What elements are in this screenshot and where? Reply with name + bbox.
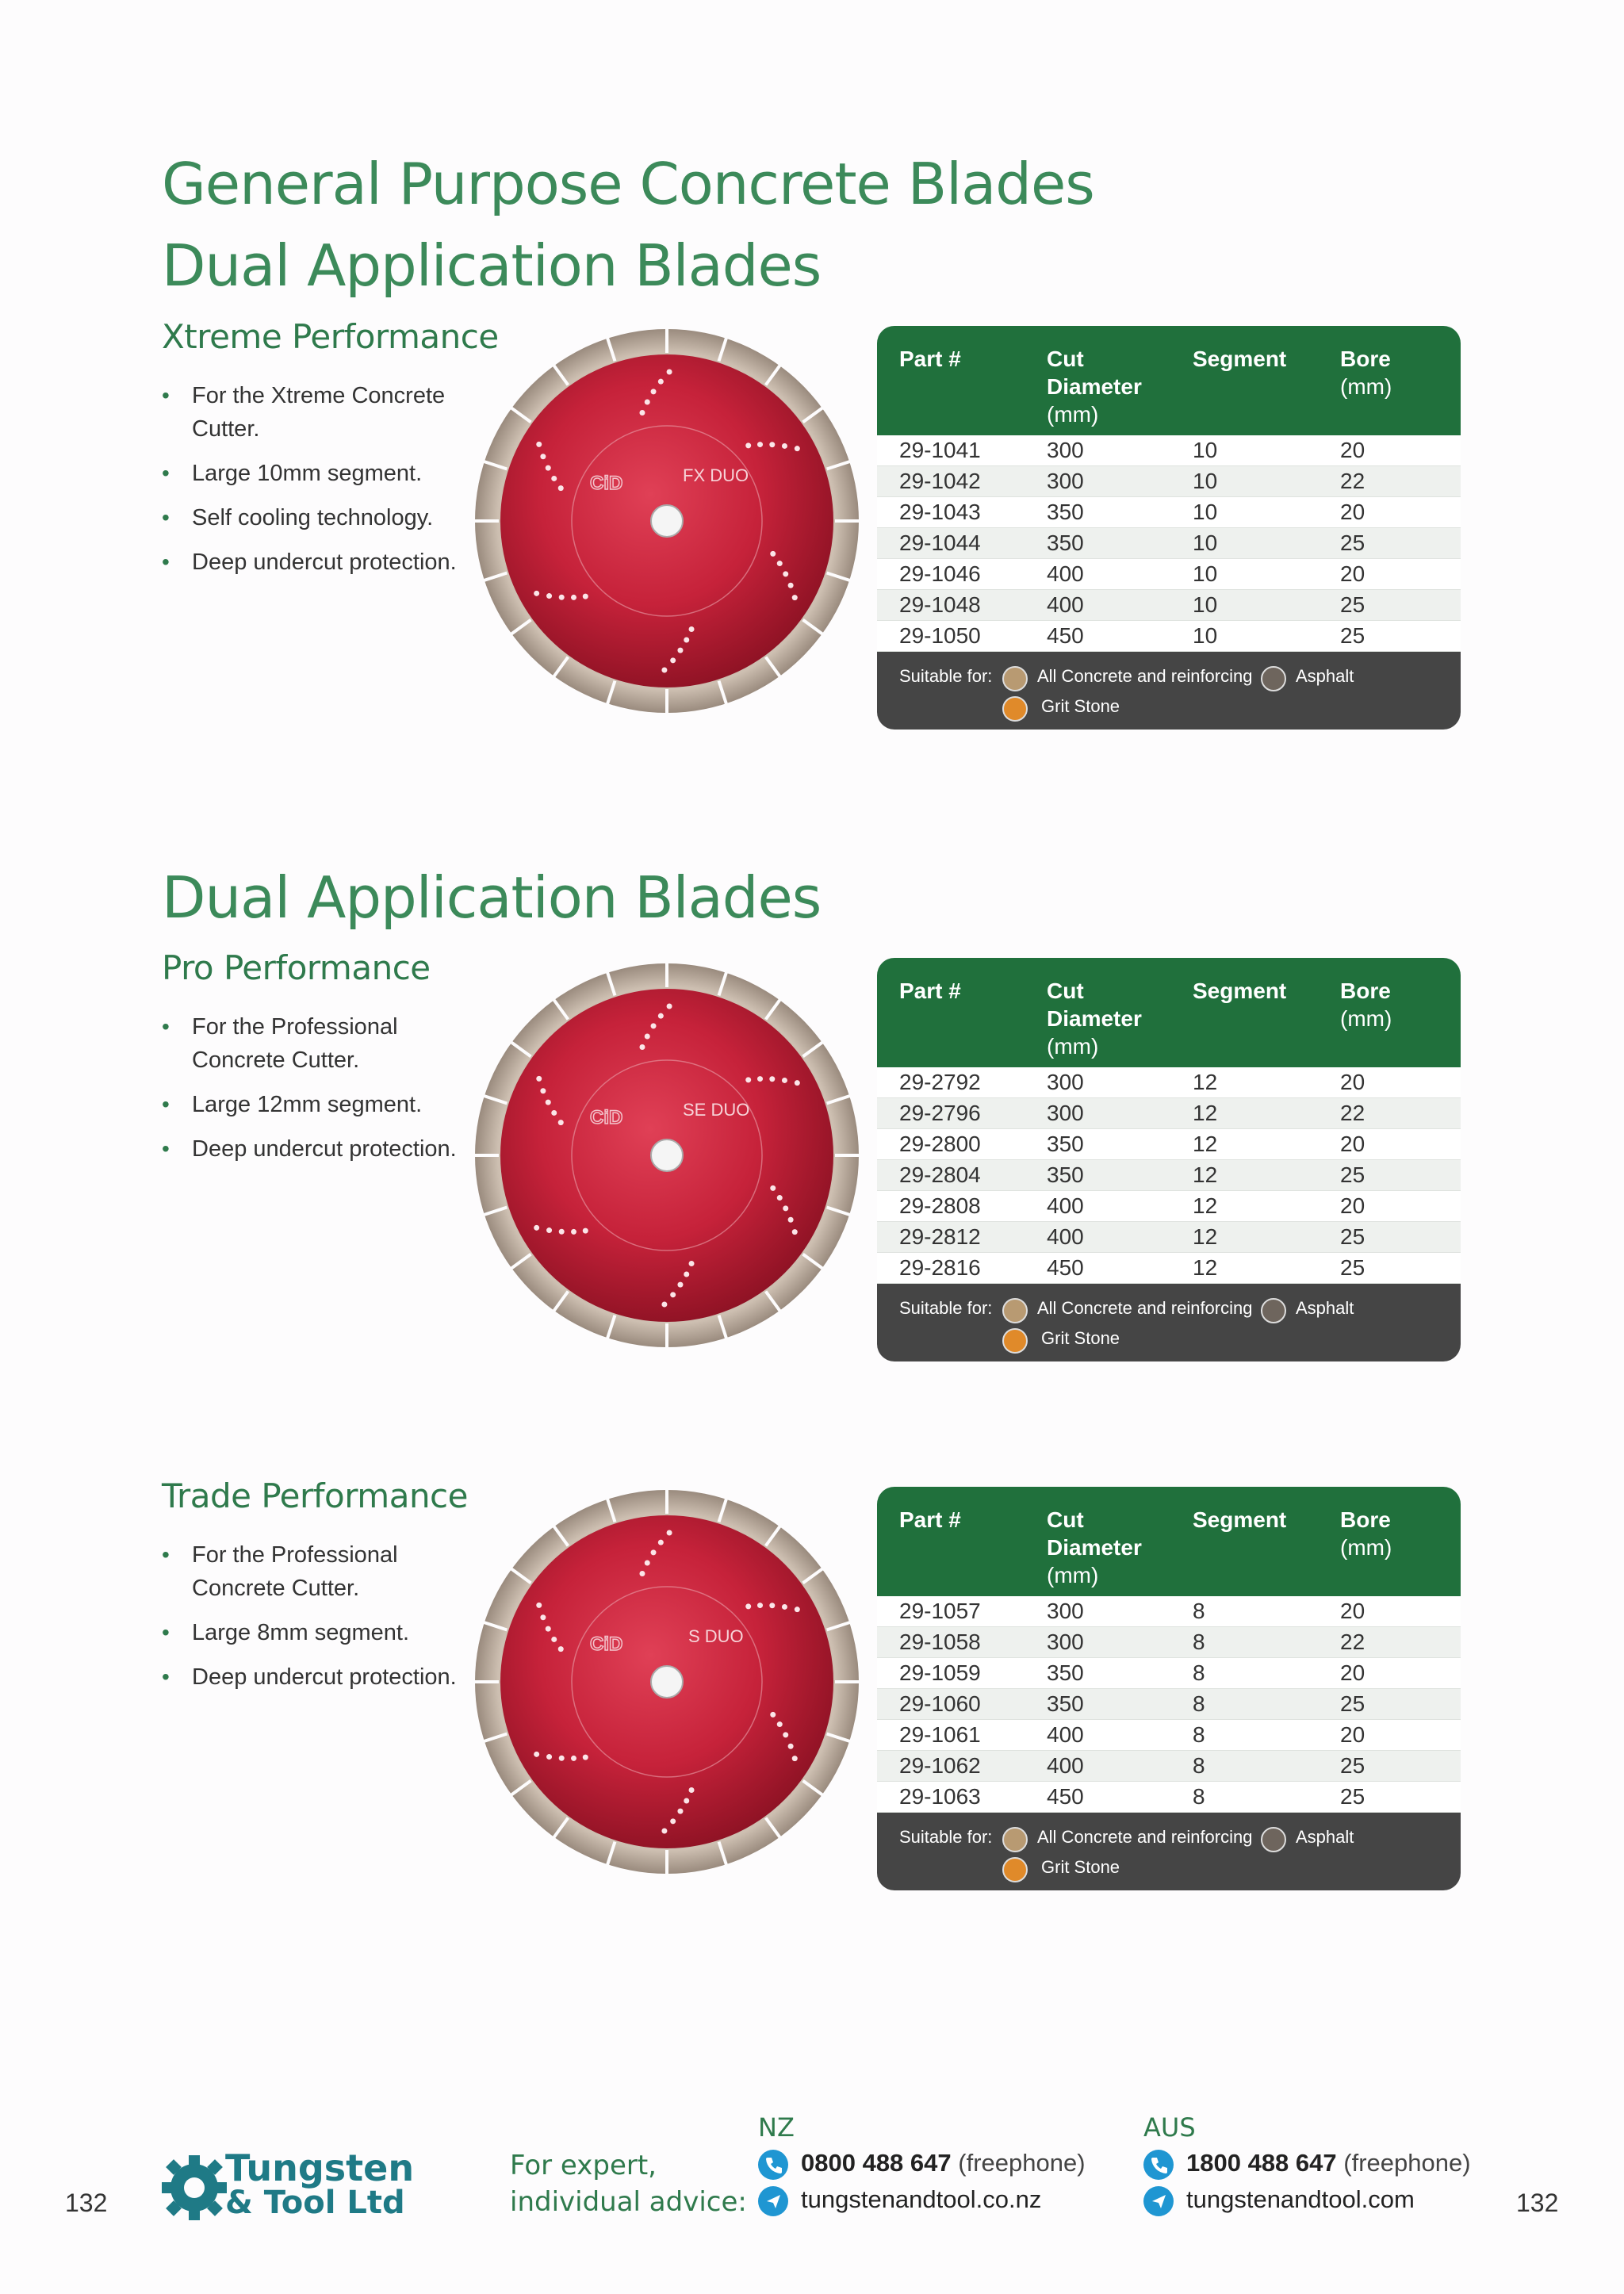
table-row <box>877 1782 1461 1813</box>
segment-cell: 10 <box>1193 500 1218 524</box>
col-cut: Cut <box>1047 1507 1084 1532</box>
bore-cell: 25 <box>1340 1691 1365 1716</box>
cut-diameter-cell: 300 <box>1047 1599 1084 1623</box>
part-number-cell: 29-2808 <box>899 1193 981 1218</box>
part-number-cell: 29-1058 <box>899 1630 981 1654</box>
feature-list <box>162 1010 479 1177</box>
segment-cell: 10 <box>1193 592 1218 617</box>
part-number-cell: 29-1060 <box>899 1691 981 1716</box>
aus-website-link[interactable]: tungstenandtool.com <box>1186 2185 1415 2213</box>
table-row <box>877 1253 1461 1284</box>
page-number-right: 132 <box>1516 2189 1559 2217</box>
feature-list <box>162 379 479 590</box>
blade-image <box>473 961 861 1350</box>
table-row <box>877 1751 1461 1782</box>
cut-diameter-cell: 400 <box>1047 1722 1084 1747</box>
aus-phone-number: 1800 488 647 <box>1186 2149 1337 2177</box>
segment-cell: 8 <box>1193 1599 1205 1623</box>
col-bore-unit: (mm) <box>1340 374 1392 399</box>
suitable-concrete: All Concrete and reinforcing <box>1037 1298 1253 1318</box>
cut-diameter-cell: 350 <box>1047 1162 1084 1187</box>
col-part: Part # <box>899 1507 961 1532</box>
segment-cell: 8 <box>1193 1722 1205 1747</box>
segment-cell: 12 <box>1193 1132 1218 1156</box>
col-cut: Diameter <box>1047 1535 1142 1560</box>
advice-line: For expert, <box>510 2150 657 2181</box>
col-cut-unit: (mm) <box>1047 1034 1099 1059</box>
spec-table-2 <box>877 958 1461 1361</box>
col-cut: Diameter <box>1047 374 1142 399</box>
bore-cell: 20 <box>1340 561 1365 586</box>
table-row <box>877 559 1461 590</box>
segment-cell: 8 <box>1193 1691 1205 1716</box>
part-number-cell: 29-1048 <box>899 592 981 617</box>
bore-cell: 20 <box>1340 1132 1365 1156</box>
feature-item: • Large 8mm segment. <box>162 1616 479 1649</box>
gritstone-swatch-icon <box>1002 1328 1028 1354</box>
table-row <box>877 1658 1461 1689</box>
region-nz: NZ <box>758 2112 795 2143</box>
bore-cell: 25 <box>1340 1784 1365 1809</box>
cut-diameter-cell: 400 <box>1047 592 1084 617</box>
suitable-label: Suitable for: <box>899 1298 993 1318</box>
segment-cell: 8 <box>1193 1630 1205 1654</box>
feature-list <box>162 1538 479 1705</box>
suitable-asphalt: Asphalt <box>1296 1298 1354 1318</box>
segment-cell: 10 <box>1193 561 1218 586</box>
table-header <box>877 1487 1461 1596</box>
table-row <box>877 528 1461 559</box>
bore-cell: 25 <box>1340 1224 1365 1249</box>
section-title: Dual Application Blades <box>162 864 822 931</box>
part-number-cell: 29-1050 <box>899 623 981 648</box>
bore-cell: 25 <box>1340 530 1365 555</box>
bore-cell: 20 <box>1340 1193 1365 1218</box>
segment-cell: 12 <box>1193 1162 1218 1187</box>
segment-cell: 8 <box>1193 1660 1205 1685</box>
suitable-label: Suitable for: <box>899 1827 993 1847</box>
bore-cell: 25 <box>1340 1162 1365 1187</box>
col-part: Part # <box>899 347 961 371</box>
blade-brand: CiD <box>590 473 623 494</box>
col-part: Part # <box>899 978 961 1003</box>
feature-item: • Self cooling technology. <box>162 501 479 534</box>
cut-diameter-cell: 350 <box>1047 500 1084 524</box>
col-segment: Segment <box>1193 347 1287 371</box>
spec-table-3 <box>877 1487 1461 1890</box>
asphalt-swatch-icon <box>1261 666 1286 691</box>
suitable-gritstone: Grit Stone <box>1041 1328 1120 1348</box>
concrete-swatch-icon <box>1002 1298 1028 1323</box>
part-number-cell: 29-2816 <box>899 1255 981 1280</box>
table-row <box>877 1098 1461 1129</box>
table-row <box>877 1222 1461 1253</box>
blade-model: FX DUO <box>683 465 749 485</box>
concrete-swatch-icon <box>1002 1827 1028 1852</box>
subtitle-trade: Trade Performance <box>162 1476 468 1515</box>
feature-item: • Deep undercut protection. <box>162 1660 479 1694</box>
bore-cell: 25 <box>1340 623 1365 648</box>
nz-phone-note: (freephone) <box>958 2149 1086 2177</box>
phone-icon <box>1143 2150 1174 2180</box>
table-row <box>877 1160 1461 1191</box>
cut-diameter-cell: 300 <box>1047 438 1084 462</box>
segment-cell: 10 <box>1193 623 1218 648</box>
gear-logo-icon <box>162 2155 227 2220</box>
suitable-gritstone: Grit Stone <box>1041 1857 1120 1877</box>
suitable-concrete: All Concrete and reinforcing <box>1037 1827 1253 1847</box>
blade-image <box>473 1488 861 1876</box>
col-cut-unit: (mm) <box>1047 1563 1099 1587</box>
bore-cell: 20 <box>1340 1070 1365 1094</box>
cut-diameter-cell: 400 <box>1047 1193 1084 1218</box>
feature-item: • Deep undercut protection. <box>162 1132 479 1166</box>
cut-diameter-cell: 400 <box>1047 1224 1084 1249</box>
advice-line: individual advice: <box>510 2186 747 2218</box>
suitable-gritstone: Grit Stone <box>1041 696 1120 716</box>
suitable-asphalt: Asphalt <box>1296 1827 1354 1847</box>
web-icon <box>758 2186 788 2216</box>
part-number-cell: 29-2804 <box>899 1162 981 1187</box>
table-row <box>877 435 1461 466</box>
asphalt-swatch-icon <box>1261 1827 1286 1852</box>
table-row <box>877 497 1461 528</box>
col-cut: Diameter <box>1047 1006 1142 1031</box>
part-number-cell: 29-2792 <box>899 1070 981 1094</box>
part-number-cell: 29-1057 <box>899 1599 981 1623</box>
suitable-for <box>877 652 1461 730</box>
table-row <box>877 466 1461 497</box>
part-number-cell: 29-1061 <box>899 1722 981 1747</box>
region-aus: AUS <box>1143 2112 1196 2143</box>
segment-cell: 10 <box>1193 530 1218 555</box>
bore-cell: 25 <box>1340 1753 1365 1778</box>
cut-diameter-cell: 350 <box>1047 1691 1084 1716</box>
blade-brand: CiD <box>590 1633 623 1655</box>
suitable-concrete: All Concrete and reinforcing <box>1037 666 1253 686</box>
suitable-for <box>877 1813 1461 1890</box>
cut-diameter-cell: 300 <box>1047 1070 1084 1094</box>
table-header <box>877 326 1461 435</box>
nz-phone-number: 0800 488 647 <box>801 2149 952 2177</box>
bore-cell: 20 <box>1340 500 1365 524</box>
bore-cell: 22 <box>1340 1630 1365 1654</box>
nz-website-link[interactable]: tungstenandtool.co.nz <box>801 2185 1042 2213</box>
segment-cell: 12 <box>1193 1255 1218 1280</box>
feature-item: • Deep undercut protection. <box>162 546 479 579</box>
col-segment: Segment <box>1193 978 1287 1003</box>
col-bore-unit: (mm) <box>1340 1006 1392 1031</box>
feature-item: • For the Professional Concrete Cutter. <box>162 1010 479 1077</box>
suitable-label: Suitable for: <box>899 666 993 686</box>
cut-diameter-cell: 450 <box>1047 1255 1084 1280</box>
col-cut: Cut <box>1047 978 1084 1003</box>
col-cut: Cut <box>1047 347 1084 371</box>
blade-brand: CiD <box>590 1107 623 1128</box>
gritstone-swatch-icon <box>1002 1857 1028 1882</box>
gritstone-swatch-icon <box>1002 696 1028 722</box>
advice-text <box>510 2147 747 2220</box>
part-number-cell: 29-1059 <box>899 1660 981 1685</box>
part-number-cell: 29-1043 <box>899 500 981 524</box>
col-cut-unit: (mm) <box>1047 402 1099 427</box>
subtitle-xtreme: Xtreme Performance <box>162 317 499 356</box>
segment-cell: 10 <box>1193 469 1218 493</box>
col-segment: Segment <box>1193 1507 1287 1532</box>
bore-cell: 25 <box>1340 1255 1365 1280</box>
table-row <box>877 1129 1461 1160</box>
table-row <box>877 1720 1461 1751</box>
segment-cell: 12 <box>1193 1101 1218 1125</box>
cut-diameter-cell: 450 <box>1047 623 1084 648</box>
suitable-for <box>877 1284 1461 1361</box>
feature-item: • For the Xtreme Concrete Cutter. <box>162 379 479 446</box>
table-row <box>877 1596 1461 1627</box>
feature-item: • For the Professional Concrete Cutter. <box>162 1538 479 1605</box>
bore-cell: 20 <box>1340 438 1365 462</box>
feature-item: • Large 12mm segment. <box>162 1088 479 1121</box>
feature-item: • Large 10mm segment. <box>162 457 479 490</box>
asphalt-swatch-icon <box>1261 1298 1286 1323</box>
subtitle-pro: Pro Performance <box>162 948 431 987</box>
table-row <box>877 1627 1461 1658</box>
suitable-asphalt: Asphalt <box>1296 666 1354 686</box>
segment-cell: 8 <box>1193 1753 1205 1778</box>
segment-cell: 10 <box>1193 438 1218 462</box>
blade-model: S DUO <box>688 1626 744 1646</box>
page-title: General Purpose Concrete Blades <box>162 151 1094 217</box>
cut-diameter-cell: 350 <box>1047 1132 1084 1156</box>
cut-diameter-cell: 400 <box>1047 561 1084 586</box>
part-number-cell: 29-1041 <box>899 438 981 462</box>
segment-cell: 12 <box>1193 1224 1218 1249</box>
cut-diameter-cell: 300 <box>1047 469 1084 493</box>
table-body <box>877 1067 1461 1284</box>
blade-model: SE DUO <box>683 1100 750 1120</box>
table-row <box>877 621 1461 652</box>
web-icon <box>1143 2186 1174 2216</box>
col-bore: Bore <box>1340 347 1391 371</box>
blade-image <box>473 327 861 715</box>
bore-cell: 25 <box>1340 592 1365 617</box>
nz-phone[interactable] <box>801 2149 1086 2177</box>
page-number-left: 132 <box>65 2189 108 2217</box>
bore-cell: 22 <box>1340 1101 1365 1125</box>
cut-diameter-cell: 450 <box>1047 1784 1084 1809</box>
table-row <box>877 590 1461 621</box>
table-body <box>877 435 1461 652</box>
bore-cell: 22 <box>1340 469 1365 493</box>
table-row <box>877 1191 1461 1222</box>
cut-diameter-cell: 300 <box>1047 1101 1084 1125</box>
part-number-cell: 29-1062 <box>899 1753 981 1778</box>
table-header <box>877 958 1461 1067</box>
bore-cell: 20 <box>1340 1660 1365 1685</box>
aus-phone-note: (freephone) <box>1343 2149 1471 2177</box>
logo-text-line2: & Tool Ltd <box>225 2185 405 2221</box>
col-bore: Bore <box>1340 978 1391 1003</box>
cut-diameter-cell: 300 <box>1047 1630 1084 1654</box>
part-number-cell: 29-1063 <box>899 1784 981 1809</box>
part-number-cell: 29-1042 <box>899 469 981 493</box>
bore-cell: 20 <box>1340 1722 1365 1747</box>
table-row <box>877 1067 1461 1098</box>
part-number-cell: 29-1046 <box>899 561 981 586</box>
aus-phone[interactable] <box>1186 2149 1471 2177</box>
segment-cell: 12 <box>1193 1193 1218 1218</box>
table-row <box>877 1689 1461 1720</box>
part-number-cell: 29-2812 <box>899 1224 981 1249</box>
part-number-cell: 29-2796 <box>899 1101 981 1125</box>
part-number-cell: 29-1044 <box>899 530 981 555</box>
spec-table-1 <box>877 326 1461 730</box>
bore-cell: 20 <box>1340 1599 1365 1623</box>
phone-icon <box>758 2150 788 2180</box>
cut-diameter-cell: 400 <box>1047 1753 1084 1778</box>
col-bore: Bore <box>1340 1507 1391 1532</box>
cut-diameter-cell: 350 <box>1047 1660 1084 1685</box>
logo-text-line1: Tungsten <box>225 2147 415 2189</box>
part-number-cell: 29-2800 <box>899 1132 981 1156</box>
table-body <box>877 1596 1461 1813</box>
segment-cell: 8 <box>1193 1784 1205 1809</box>
section-title: Dual Application Blades <box>162 232 822 299</box>
col-bore-unit: (mm) <box>1340 1535 1392 1560</box>
segment-cell: 12 <box>1193 1070 1218 1094</box>
cut-diameter-cell: 350 <box>1047 530 1084 555</box>
concrete-swatch-icon <box>1002 666 1028 691</box>
